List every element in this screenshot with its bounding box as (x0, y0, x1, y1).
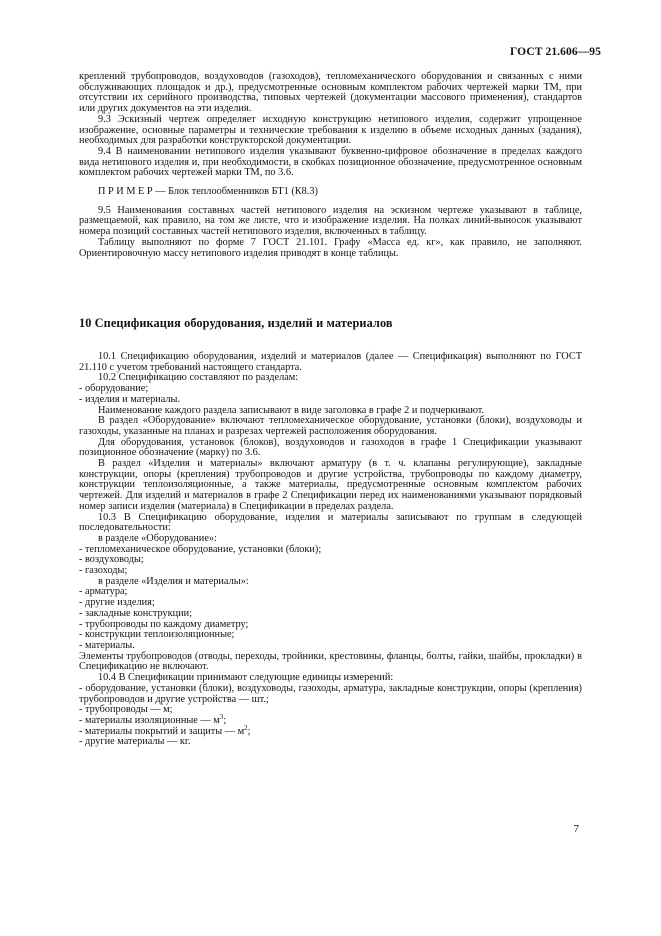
paragraph-9-2-continued: креплений трубопроводов, воздуховодов (газоходов), тепломеханического оборудования и связанных с ними обслуживающих площадок и др.), предусмотренные основным комплектом рабочих чертежей марки ТМ, при отсутствии их серийного производства, типовых чертежей (документации массового применения), стандартов или других документов на эти изделия. (79, 71, 582, 115)
paragraph-9-5: 9.5 Наименования составных частей нетипового изделия на эскизном чертеже указывают в таблице, размещаемой, как правило, на том же листе, что и изображение изделия. На полках линий-выносок указывают номера позиций составных частей нетипового изделия, включенных в таблицу. (79, 204, 582, 238)
list-item: - изделия и материалы. (79, 393, 181, 405)
subheading-products: в разделе «Изделия и материалы»: (98, 575, 249, 587)
section-10-title: 10 Спецификация оборудования, изделий и материалов (79, 316, 393, 330)
paragraph-10-4: 10.4 В Спецификации принимают следующие единицы измерений: (98, 672, 394, 684)
units-item-cubic: - материалы изоляционные — $м^3$; (79, 712, 227, 726)
list-item: - оборудование; (79, 383, 149, 395)
paragraph-9-5-table: Таблицу выполняют по форме 7 ГОСТ 21.101. Графу «Масса ед. кг», как правило, не заполняют. Ориентировочную массу нетипового изделия приводят в конце таблицы. (79, 236, 582, 259)
subheading-equipment: в разделе «Оборудование»: (98, 532, 217, 544)
units-item-square: - материалы покрытий и защиты — $м^2$; (79, 723, 251, 737)
units-item-kg: - другие материалы — кг. (79, 736, 191, 748)
list-item: - тепломеханическое оборудование, установки (блоки); (79, 543, 322, 555)
list-item: - материалы. (79, 639, 135, 651)
paragraph-10-3: 10.3 В Спецификацию оборудование, изделия и материалы записывают по группам в следующей последовательности: (79, 511, 582, 534)
list-item: - другие изделия; (79, 597, 155, 609)
units-item-pieces: - оборудование, установки (блоки), воздуховоды, газоходы, арматура, закладные конструкции, опоры (крепления) трубопроводов и другие устройства — шт.; (79, 682, 582, 705)
example-note: П Р И М Е Р — Блок теплообменников БТ1 (К8.3) (98, 186, 318, 198)
section-9-continuation (79, 72, 582, 259)
list-item: - воздуховоды; (79, 554, 144, 566)
paragraph-10-2: 10.2 Спецификацию составляют по разделам: (98, 372, 299, 384)
paragraph-9-3: 9.3 Эскизный чертеж определяет исходную конструкцию нетипового изделия, содержит упрощенное изображение, основные параметры и технические требования к изделию в объеме исходных данных (задания), необходимых для разработки конструкторской документации. (79, 113, 582, 147)
document-header: ГОСТ 21.606—95 (510, 46, 601, 58)
list-item: - конструкции теплоизоляционные; (79, 629, 235, 641)
list-item: - арматура; (79, 586, 128, 598)
paragraph-equipment-section: В раздел «Оборудование» включают тепломеханическое оборудование, установки (блоки), воздуховоды и газоходы, указанные на планах и разрезах чертежей расположения оборудования. (79, 415, 582, 437)
units-item-meters: - трубопроводы — м; (79, 704, 173, 716)
paragraph-section-heading: Наименование каждого раздела записывают в виде заголовка в графе 2 и подчеркивают. (98, 404, 485, 416)
paragraph-9-4: 9.4 В наименовании нетипового изделия указывают буквенно-цифровое обозначение в пределах каждого вида нетипового изделия и, при необходимости, в скобках позиционное обозначение, предусмотренное основным комплектом рабочих чертежей марки ТМ, по 3.6. (79, 145, 582, 179)
list-item: - газоходы; (79, 565, 128, 577)
list-item: - закладные конструкции; (79, 607, 193, 619)
paragraph-products-section: В раздел «Изделия и материалы» включают арматуру (в т. ч. клапаны регулирующие), закладные конструкции, опоры (крепления) трубопроводов и другие устройства, трубопроводы по каждому диаметру, конструкции теплоизоляционные, а также материалы, предусмотренные основным комплектом рабочих чертежей. Для изделий и материалов в графе 2 Спецификации перед их наименованиями указывают порядковый номер записи изделия (материала) в Спецификации в пределах раздела. (79, 458, 582, 512)
list-item: - трубопроводы по каждому диаметру; (79, 618, 249, 630)
paragraph-pipeline-elements: Элементы трубопроводов (отводы, переходы, тройники, крестовины, фланцы, болты, гайки, шайбы, прокладки) в Спецификацию не включают. (79, 650, 582, 673)
paragraph-equipment-marking: Для оборудования, установок (блоков), воздуховодов и газоходов в графе 1 Спецификации указывают позиционное обозначение (марку) по 3.6. (79, 436, 582, 459)
section-10-body (79, 352, 582, 748)
page-number: 7 (573, 823, 579, 835)
paragraph-10-1: 10.1 Спецификацию оборудования, изделий и материалов (далее — Спецификация) выполняют по ГОСТ 21.110 с учетом требований настоящего стандарта. (79, 351, 582, 373)
